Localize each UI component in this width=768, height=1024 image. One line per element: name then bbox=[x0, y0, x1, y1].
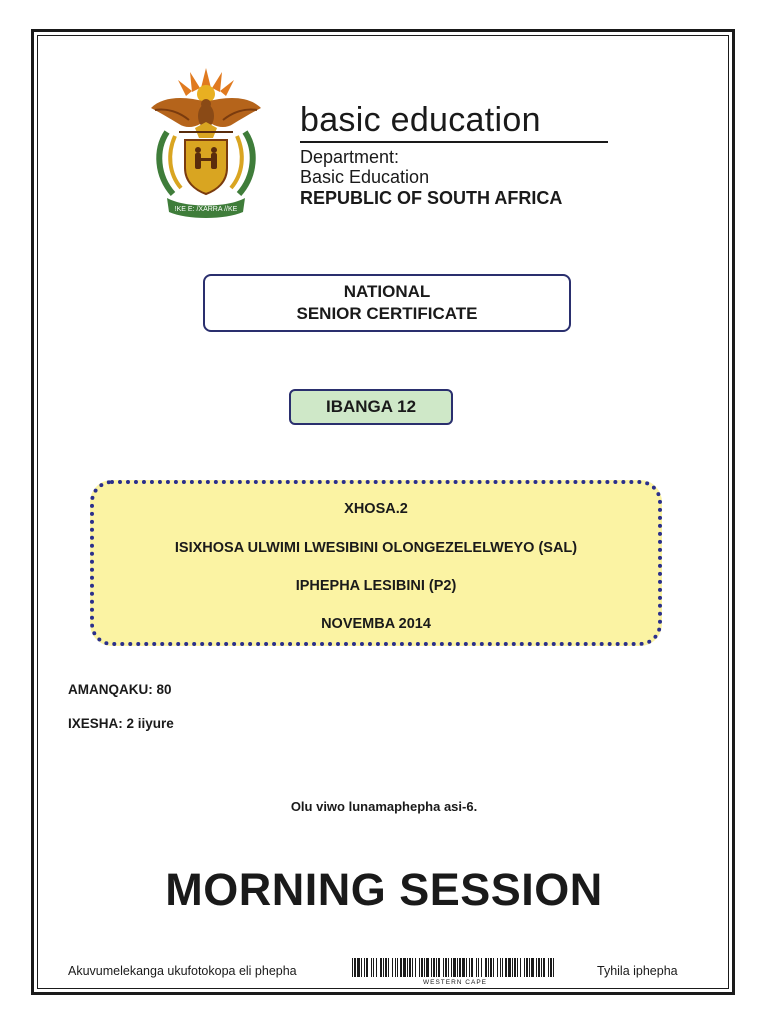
barcode-bar bbox=[541, 958, 542, 977]
barcode-bar bbox=[397, 958, 398, 977]
barcode-bar bbox=[426, 958, 429, 977]
barcode-bar bbox=[415, 958, 416, 977]
barcode-bar bbox=[538, 958, 540, 977]
barcode-bar bbox=[505, 958, 507, 977]
subject-code: XHOSA.2 bbox=[344, 501, 408, 517]
exam-date: NOVEMBA 2014 bbox=[321, 616, 431, 632]
certificate-line-2: SENIOR CERTIFICATE bbox=[296, 304, 478, 323]
grade-badge: IBANGA 12 bbox=[289, 389, 453, 425]
certificate-box bbox=[203, 274, 571, 332]
marks-info: AMANQAKU: 80 bbox=[68, 682, 172, 697]
barcode-bar bbox=[361, 958, 362, 977]
barcode-bar bbox=[517, 958, 518, 977]
barcode-bar bbox=[352, 958, 353, 977]
barcode-bar bbox=[400, 958, 402, 977]
barcode-bar bbox=[438, 958, 440, 977]
barcode-bar bbox=[543, 958, 545, 977]
barcode-label: WESTERN CAPE bbox=[422, 979, 488, 985]
barcode-bar bbox=[529, 958, 530, 977]
page-count-note: Olu viwo lunamaphepha asi-6. bbox=[290, 799, 478, 814]
session-title: MORNING SESSION bbox=[165, 864, 603, 915]
department-name: Basic Education bbox=[300, 167, 430, 187]
shield bbox=[185, 140, 227, 194]
barcode-bar bbox=[448, 958, 449, 977]
barcode-bar bbox=[462, 958, 465, 977]
brand-divider bbox=[300, 141, 608, 143]
barcode-bar bbox=[471, 958, 473, 977]
barcode-bar bbox=[502, 958, 503, 977]
department-label: Department: bbox=[300, 147, 400, 167]
barcode-bar bbox=[403, 958, 406, 977]
barcode-bar bbox=[357, 958, 360, 977]
barcode-bar bbox=[421, 958, 423, 977]
barcode-bar bbox=[419, 958, 420, 977]
country-name: REPUBLIC OF SOUTH AFRICA bbox=[300, 188, 563, 208]
barcode-bar bbox=[388, 958, 389, 977]
barcode-bar bbox=[466, 958, 467, 977]
barcode-bar bbox=[385, 958, 387, 977]
brand-title: basic education bbox=[300, 101, 541, 139]
barcode-bar bbox=[380, 958, 382, 977]
crest-motto: !KE E: /XARRA //KE bbox=[174, 206, 238, 213]
barcode-bar bbox=[548, 958, 549, 977]
barcode-bar bbox=[431, 958, 432, 977]
time-info: IXESHA: 2 iiyure bbox=[68, 716, 174, 731]
barcode-bar bbox=[407, 958, 408, 977]
barcode-bar bbox=[490, 958, 492, 977]
barcode-bar bbox=[354, 958, 356, 977]
barcode-bars bbox=[352, 958, 554, 977]
barcode-bar bbox=[481, 958, 482, 977]
barcode-bar bbox=[373, 958, 374, 977]
barcode-bar bbox=[433, 958, 435, 977]
subject-box bbox=[90, 480, 662, 646]
barcode-bar bbox=[443, 958, 444, 977]
barcode-bar bbox=[395, 958, 396, 977]
barcode-bar bbox=[436, 958, 437, 977]
barcode-bar bbox=[376, 958, 377, 977]
barcode-bar bbox=[553, 958, 554, 977]
barcode-bar bbox=[536, 958, 537, 977]
barcode-bar bbox=[364, 958, 365, 977]
barcode-bar bbox=[383, 958, 384, 977]
barcode-bar bbox=[520, 958, 521, 977]
barcode-bar bbox=[371, 958, 372, 977]
barcode-bar bbox=[531, 958, 534, 977]
barcode-bar bbox=[469, 958, 470, 977]
barcode-bar bbox=[514, 958, 516, 977]
barcode-bar bbox=[485, 958, 487, 977]
certificate-line-1: NATIONAL bbox=[343, 282, 431, 301]
subject-name: ISIXHOSA ULWIMI LWESIBINI OLONGEZELELWEYO (SAL) bbox=[174, 540, 578, 556]
turn-page-note: Tyhila iphepha bbox=[597, 964, 678, 978]
barcode-bar bbox=[478, 958, 479, 977]
barcode-bar bbox=[497, 958, 498, 977]
barcode-bar bbox=[366, 958, 368, 977]
barcode-bar bbox=[493, 958, 494, 977]
barcode-bar bbox=[500, 958, 501, 977]
barcode-bar bbox=[457, 958, 458, 977]
paper-number: IPHEPHA LESIBINI (P2) bbox=[295, 578, 457, 594]
barcode-bar bbox=[512, 958, 513, 977]
barcode bbox=[352, 958, 558, 985]
barcode-bar bbox=[445, 958, 447, 977]
barcode-bar bbox=[409, 958, 411, 977]
barcode-bar bbox=[459, 958, 461, 977]
coat-of-arms-logo bbox=[145, 66, 267, 218]
barcode-bar bbox=[424, 958, 425, 977]
barcode-bar bbox=[508, 958, 511, 977]
copy-notice: Akuvumelekanga ukufotokopa eli phepha bbox=[68, 964, 297, 978]
barcode-bar bbox=[524, 958, 525, 977]
barcode-bar bbox=[451, 958, 452, 977]
barcode-bar bbox=[476, 958, 477, 977]
barcode-bar bbox=[392, 958, 393, 977]
barcode-bar bbox=[453, 958, 456, 977]
barcode-bar bbox=[488, 958, 489, 977]
barcode-bar bbox=[526, 958, 528, 977]
barcode-bar bbox=[412, 958, 413, 977]
barcode-bar bbox=[550, 958, 552, 977]
